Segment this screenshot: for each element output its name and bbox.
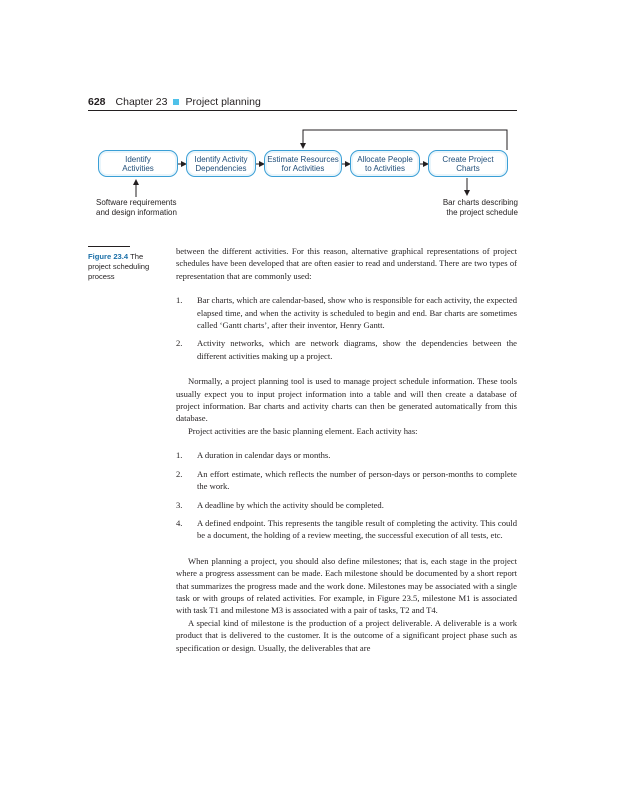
list-item (176, 294, 517, 331)
activity-box-identify-activities (98, 150, 178, 177)
figure-caption-text: The project scheduling process (88, 252, 150, 281)
output-label (426, 198, 518, 218)
activity-label-line2: Dependencies (195, 163, 247, 173)
list-number: 4. (176, 517, 183, 528)
figure-number: Figure 23.4 (88, 252, 129, 261)
list-item (176, 517, 517, 542)
activity-label-line1: Identify Activity (194, 154, 248, 164)
list-item-text: An effort estimate, which reflects the number of person-days or person-months to complete the work. (197, 468, 517, 492)
list-item (176, 337, 517, 362)
activity-label-line1: Allocate People (357, 154, 413, 164)
body-text (176, 245, 517, 654)
list-number: 1. (176, 295, 183, 306)
activity-box-identify-dependencies (186, 150, 256, 177)
activity-box-estimate-resources (264, 150, 342, 177)
figure-caption (88, 252, 164, 282)
list-number: 2. (176, 338, 183, 349)
feedback-loop (303, 130, 507, 150)
list-item (176, 468, 517, 493)
output-label-line1: Bar charts describing (442, 198, 518, 207)
input-label (96, 198, 177, 218)
activity-label-line2: Charts (456, 163, 480, 173)
list-number: 3. (176, 499, 183, 510)
list-item-text: Activity networks, which are network diagrams, show the dependencies between the different activities making up a project. (197, 338, 517, 361)
list-item (176, 449, 517, 461)
activity-box-create-charts (428, 150, 508, 177)
activity-label-line2: for Activities (281, 163, 325, 173)
list-number: 1. (176, 450, 183, 461)
activity-label-line1: Identify (125, 154, 151, 164)
diagram-connectors (0, 0, 618, 240)
activity-label-line2: Activities (122, 163, 154, 173)
list-item-text: A duration in calendar days or months. (197, 450, 331, 461)
input-label-line2: and design information (96, 208, 177, 217)
scheduling-process-diagram (0, 0, 618, 240)
list-item (176, 499, 517, 511)
paragraph: between the different activities. For this reason, alternative graphical representations of project schedules have been developed that are often easier to read and understand. There are two types of representation that are commonly used: (176, 246, 517, 281)
chapter-label: Chapter 23 (115, 96, 168, 108)
list-number: 2. (176, 468, 183, 479)
representation-list (176, 294, 517, 362)
paragraph: A special kind of milestone is the production of a project deliverable. A deliverable is a work product that is delivered to the customer. It is the outcome of a significant project phase such as specification or design. Usually, the deliverables that are (176, 617, 517, 653)
paragraph: Project activities are the basic planning element. Each activity has: (188, 425, 418, 436)
activity-label-line1: Create Project (442, 154, 494, 164)
input-label-line1: Software requirements (96, 198, 177, 207)
activity-label-line1: Estimate Resources (267, 154, 339, 164)
section-title: Project planning (185, 96, 261, 108)
page-number: 628 (88, 96, 106, 108)
list-item-text: A deadline by which the activity should be completed. (197, 499, 384, 510)
paragraph: When planning a project, you should also define milestones; that is, each stage in the project where a progress assessment can be made. Each milestone should be documented by a short report that summarizes the progress made and the work done. Milestones may be associated with a single task or with groups of related activities. For example, in Figure 23.5, milestone M1 is associated with task T1 and milestone M3 is associated with a pair of tasks, T2 and T4. (176, 555, 517, 616)
activity-box-allocate-people (350, 150, 420, 177)
list-item-text: A defined endpoint. This represents the tangible result of completing the activity. This could be a document, the holding of a review meeting, the successful execution of all tests, etc. (197, 517, 517, 541)
caption-rule (88, 246, 130, 247)
output-label-line2: the project schedule (446, 208, 518, 217)
activity-label-line2: to Activities (364, 163, 405, 173)
list-item-text: Bar charts, which are calendar-based, show who is responsible for each activity, the expected elapsed time, and when the activity is scheduled to begin and end. Bar charts are sometimes called ‘Gantt charts’, after their inventor, Henry Gantt. (197, 295, 517, 331)
paragraph: Normally, a project planning tool is used to manage project schedule information. These tools usually expect you to input project information into a table and will then create a database of project information. Bar charts and activity charts can then be generated automatically from this database. (176, 376, 517, 424)
activity-attributes-list (176, 449, 517, 541)
